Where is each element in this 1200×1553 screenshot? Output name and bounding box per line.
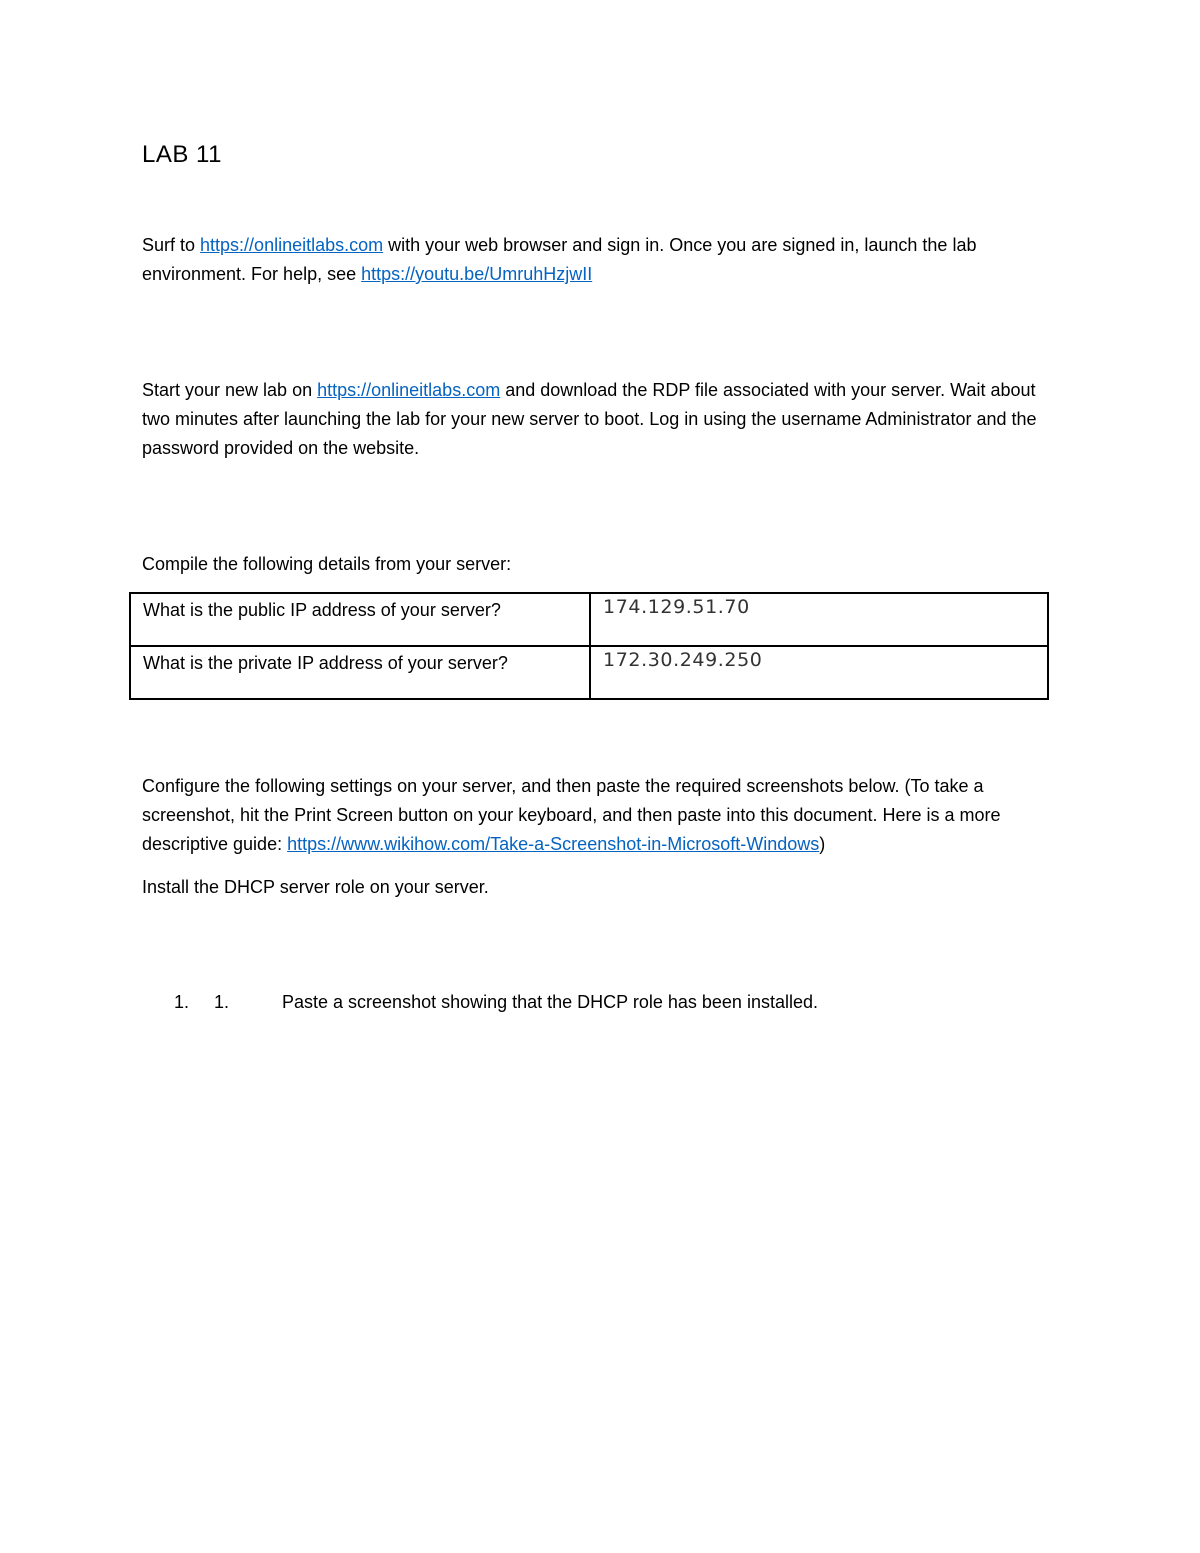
intro-paragraph bbox=[142, 231, 1062, 289]
table-row bbox=[130, 593, 1048, 646]
public-ip-answer[interactable]: 174.129.51.70 bbox=[590, 593, 1048, 646]
intro-text-1: Surf to bbox=[142, 235, 201, 255]
wikihow-link[interactable]: https://www.wikihow.com/Take-a-Screenshot-in-Microsoft-Windows bbox=[287, 834, 820, 854]
private-ip-answer[interactable]: 172.30.249.250 bbox=[590, 646, 1048, 699]
document-title: LAB 11 bbox=[142, 141, 222, 168]
list-item-text: Paste a screenshot showing that the DHCP role has been installed. bbox=[282, 992, 818, 1012]
configure-text-1: Configure the following settings on your server, and then paste the required screenshots below. (To take a screenshot, hit the Print Screen button on your keyboard, and then paste into this document. Here is a more descriptive guide: bbox=[142, 776, 1001, 854]
start-lab-text-2: and download the RDP file associated with your server. Wait about two minutes after launching the lab for your new server to boot. Log in using the username Administrator and the password provided on the website. bbox=[142, 380, 1037, 458]
server-details-table bbox=[129, 592, 1049, 700]
private-ip-question: What is the private IP address of your server? bbox=[130, 646, 590, 699]
compile-details-paragraph: Compile the following details from your server: bbox=[142, 554, 512, 574]
install-dhcp-paragraph: Install the DHCP server role on your server. bbox=[142, 877, 489, 897]
configure-paragraph bbox=[142, 772, 1062, 859]
youtube-help-link[interactable]: https://youtu.be/UmruhHzjwII bbox=[361, 264, 593, 284]
configure-text-2: ) bbox=[819, 834, 826, 854]
intro-text-2: with your web browser and sign in. Once you are signed in, launch the lab environment. For help, see bbox=[142, 235, 977, 284]
onlineitlabs-link[interactable]: https://onlineitlabs.com bbox=[200, 235, 384, 255]
public-ip-question: What is the public IP address of your server? bbox=[130, 593, 590, 646]
onlineitlabs-link-2[interactable]: https://onlineitlabs.com bbox=[317, 380, 501, 400]
start-lab-text-1: Start your new lab on bbox=[142, 380, 318, 400]
list-number-outer: 1. bbox=[174, 992, 190, 1012]
start-lab-paragraph bbox=[142, 376, 1062, 463]
list-number-inner: 1. bbox=[214, 992, 230, 1012]
table-row bbox=[130, 646, 1048, 699]
list-item bbox=[174, 988, 818, 1017]
